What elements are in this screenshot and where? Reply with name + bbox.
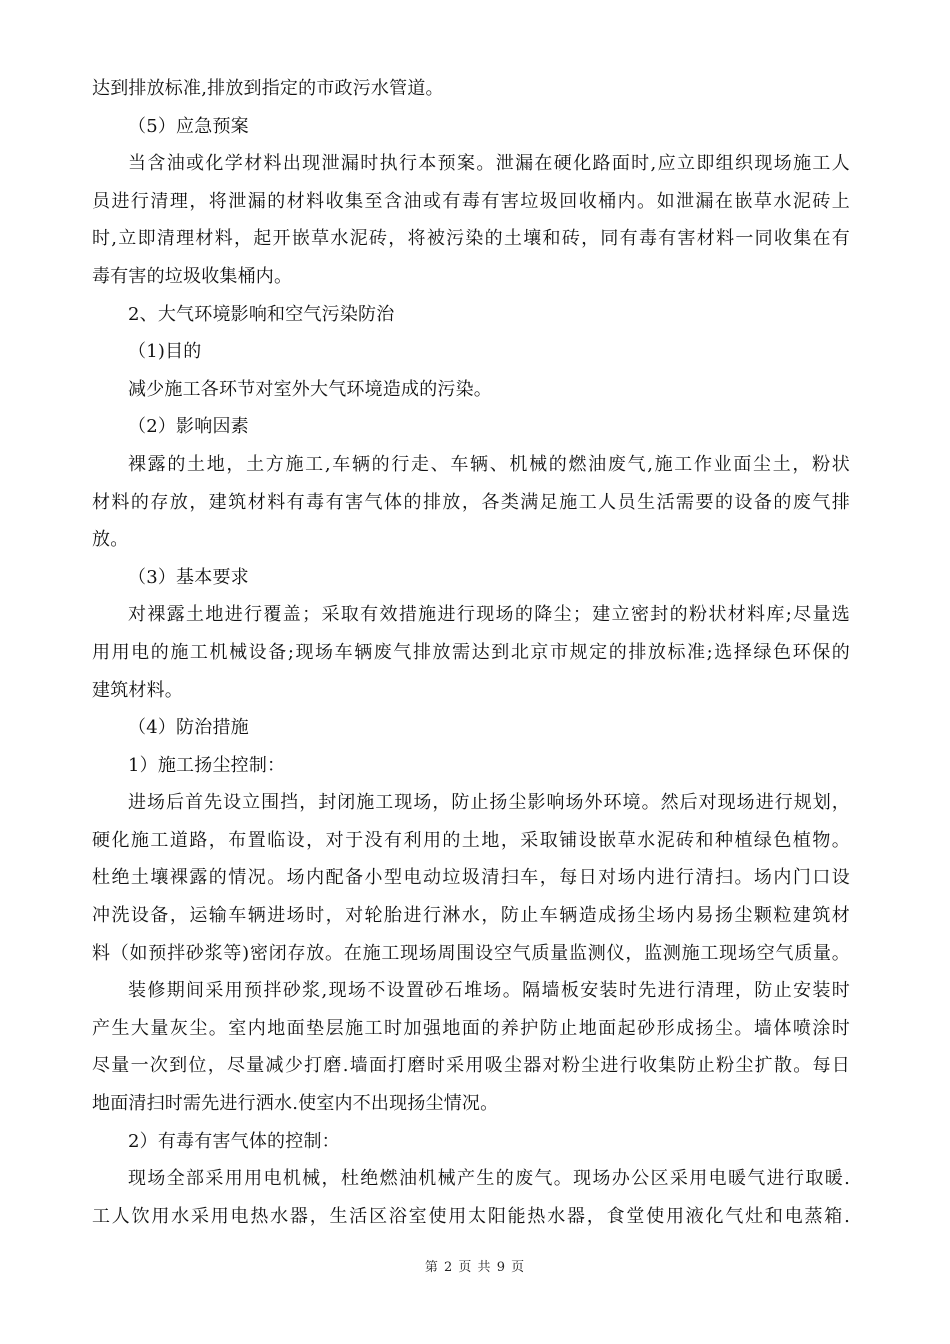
- text-line: 尽量一次到位，尽量减少打磨.墙面打磨时采用吸尘器对粉尘进行收集防止粉尘扩散。每日: [92, 1055, 850, 1077]
- text-line: 杜绝土壤裸露的情况。场内配备小型电动垃圾清扫车，每日对场内进行清扫。场内门口设: [92, 867, 850, 889]
- text-line: 现场全部采用用电机械，杜绝燃油机械产生的废气。现场办公区采用电暖气进行取暖.: [128, 1168, 850, 1190]
- text-line: 进场后首先设立围挡，封闭施工现场，防止扬尘影响场外环境。然后对现场进行规划，: [128, 792, 850, 814]
- text-line: 2）有毒有害气体的控制：: [128, 1130, 340, 1152]
- text-line: 2、大气环境影响和空气污染防治: [128, 303, 395, 325]
- text-line: 员进行清理，将泄漏的材料收集至含油或有毒有害垃圾回收桶内。如泄漏在嵌草水泥砖上: [92, 190, 850, 212]
- page-footer: 第 2 页 共 9 页: [424, 1260, 526, 1275]
- text-line: 产生大量灰尘。室内地面垫层施工时加强地面的养护防止地面起砂形成扬尘。墙体喷涂时: [92, 1017, 850, 1039]
- text-line: 硬化施工道路，布置临设，对于没有利用的土地，采取铺设嵌草水泥砖和种植绿色植物。: [92, 829, 850, 851]
- document-page: [92, 70, 850, 1235]
- text-line: 冲洗设备，运输车辆进场时，对轮胎进行淋水，防止车辆造成扬尘场内易扬尘颗粒建筑材: [92, 905, 850, 927]
- text-line: （5）应急预案: [128, 115, 249, 137]
- text-line: 对裸露土地进行覆盖；采取有效措施进行现场的降尘；建立密封的粉状材料库;尽量选: [128, 604, 850, 626]
- text-line: 减少施工各环节对室外大气环境造成的污染。: [128, 378, 492, 400]
- text-line: 建筑材料。: [92, 679, 183, 701]
- text-line: 达到排放标准,排放到指定的市政污水管道。: [92, 78, 444, 99]
- text-line: 料（如预拌砂浆等)密闭存放。在施工现场周围设空气质量监测仪，监测施工现场空气质量。: [92, 942, 850, 964]
- text-line: （3）基本要求: [128, 566, 249, 588]
- text-line: 地面清扫时需先进行洒水.使室内不出现扬尘情况。: [92, 1093, 499, 1115]
- text-line: 时,立即清理材料，起开嵌草水泥砖，将被污染的土壤和砖，同有毒有害材料一同收集在有: [92, 228, 850, 250]
- text-line: 1）施工扬尘控制：: [128, 754, 286, 776]
- text-line: 用用电的施工机械设备;现场车辆废气排放需达到北京市规定的排放标准;选择绿色环保的: [92, 641, 850, 663]
- text-line: 工人饮用水采用电热水器，生活区浴室使用太阳能热水器，食堂使用液化气灶和电蒸箱.: [92, 1205, 850, 1227]
- text-line: 装修期间采用预拌砂浆,现场不设置砂石堆场。隔墙板安装时先进行清理，防止安装时: [128, 980, 850, 1002]
- text-line: （1)目的: [128, 341, 202, 363]
- text-line: （4）防治措施: [128, 717, 249, 739]
- text-line: （2）影响因素: [128, 416, 249, 438]
- text-line: 放。: [92, 529, 129, 551]
- text-line: 毒有害的垃圾收集桶内。: [92, 265, 293, 287]
- text-line: 材料的存放，建筑材料有毒有害气体的排放，各类满足施工人员生活需要的设备的废气排: [92, 491, 850, 513]
- text-line: 裸露的土地，土方施工,车辆的行走、车辆、机械的燃油废气,施工作业面尘土，粉状: [128, 453, 850, 475]
- text-line: 当含油或化学材料出现泄漏时执行本预案。泄漏在硬化路面时,应立即组织现场施工人: [128, 153, 850, 175]
